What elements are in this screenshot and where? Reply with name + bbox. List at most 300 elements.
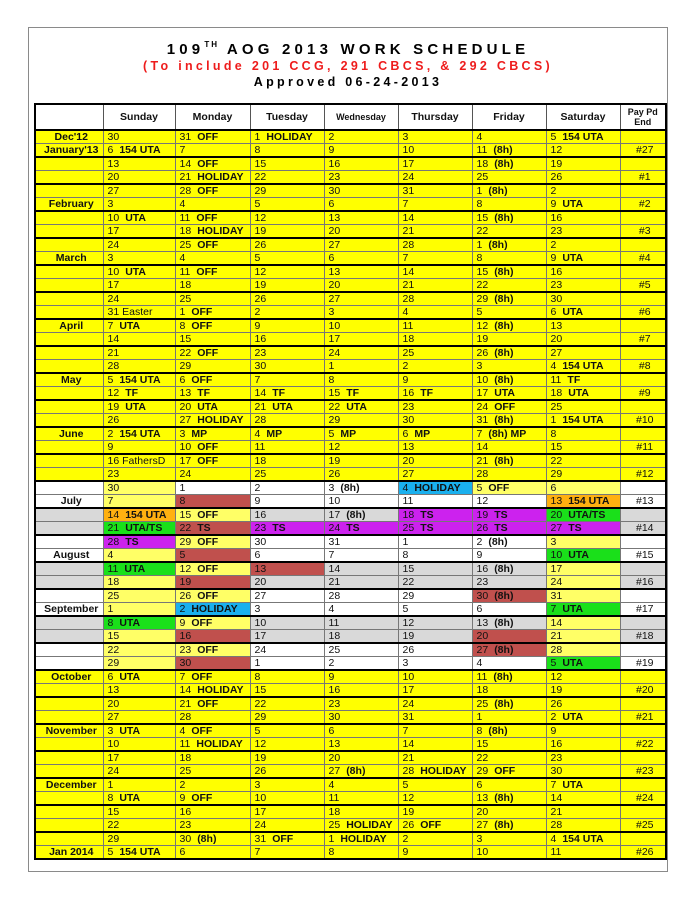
- day-number: 12: [107, 387, 120, 399]
- day-cell-sunday: [103, 414, 175, 428]
- day-cell-thursday: [398, 643, 472, 657]
- day-number: 24: [476, 401, 489, 413]
- day-cell-sunday: [103, 495, 175, 509]
- day-number: 29: [107, 657, 120, 669]
- day-cell-monday: [175, 765, 250, 779]
- day-number: 25: [328, 819, 341, 831]
- day-number: 5: [254, 252, 261, 264]
- day-cell-tuesday: [250, 684, 324, 698]
- day-cell-thursday: [398, 130, 472, 144]
- day-cell-monday: [175, 360, 250, 374]
- day-number: 13: [107, 158, 120, 170]
- month-label: [35, 589, 103, 603]
- day-cell-monday: [175, 589, 250, 603]
- day-cell-wednesday: [324, 238, 398, 252]
- day-cell-tuesday: [250, 333, 324, 347]
- day-cell-thursday: [398, 535, 472, 549]
- day-number: 27: [476, 819, 489, 831]
- day-annotation: OFF: [197, 644, 219, 656]
- day-number: 31: [402, 711, 415, 723]
- day-cell-wednesday: [324, 130, 398, 144]
- day-cell-sunday: [103, 481, 175, 495]
- day-annotation: (8h) MP: [488, 428, 527, 440]
- week-row: [35, 292, 666, 306]
- day-cell-tuesday: [250, 157, 324, 171]
- month-label: July: [35, 495, 103, 509]
- day-cell-friday: [472, 279, 546, 293]
- pay-period-cell: [620, 454, 666, 468]
- day-number: 7: [107, 320, 114, 332]
- day-number: 7: [476, 428, 483, 440]
- day-cell-saturday: [546, 427, 620, 441]
- day-cell-monday: [175, 778, 250, 792]
- day-cell-thursday: [398, 468, 472, 482]
- day-number: 6: [328, 198, 335, 210]
- month-label: [35, 441, 103, 455]
- day-number: 7: [254, 846, 261, 858]
- day-annotation: 154 UTA: [125, 509, 167, 521]
- day-annotation: TS: [420, 522, 434, 534]
- day-cell-thursday: [398, 171, 472, 185]
- day-cell-friday: [472, 441, 546, 455]
- day-number: 6: [328, 725, 335, 737]
- day-cell-tuesday: [250, 576, 324, 590]
- day-number: 19: [550, 158, 563, 170]
- day-annotation: (8h): [494, 644, 514, 656]
- day-annotation: (8h): [494, 347, 514, 359]
- day-cell-monday: [175, 670, 250, 684]
- day-annotation: 154 UTA: [119, 144, 161, 156]
- day-cell-friday: [472, 643, 546, 657]
- day-cell-saturday: [546, 670, 620, 684]
- day-number: 30: [402, 414, 415, 426]
- day-annotation: UTA: [272, 401, 293, 413]
- day-cell-thursday: [398, 441, 472, 455]
- month-label: December: [35, 778, 103, 792]
- day-cell-friday: [472, 198, 546, 212]
- day-annotation: (8h): [346, 765, 366, 777]
- day-cell-sunday: [103, 130, 175, 144]
- day-cell-thursday: [398, 225, 472, 239]
- week-row: [35, 724, 666, 738]
- day-annotation: HOLIDAY: [197, 414, 244, 426]
- week-row: [35, 454, 666, 468]
- day-cell-saturday: [546, 616, 620, 630]
- day-number: 22: [476, 752, 489, 764]
- day-cell-saturday: [546, 279, 620, 293]
- day-cell-wednesday: [324, 346, 398, 360]
- day-cell-saturday: [546, 535, 620, 549]
- day-cell-monday: [175, 508, 250, 522]
- day-cell-saturday: [546, 846, 620, 860]
- day-cell-thursday: [398, 724, 472, 738]
- week-row: [35, 495, 666, 509]
- month-label: [35, 400, 103, 414]
- day-cell-monday: [175, 738, 250, 752]
- day-annotation: TS: [197, 522, 211, 534]
- day-cell-monday: [175, 198, 250, 212]
- day-annotation: TS: [494, 522, 508, 534]
- day-cell-sunday: [103, 211, 175, 225]
- day-cell-monday: [175, 792, 250, 806]
- day-number: 13: [476, 617, 489, 629]
- pay-period-cell: [620, 373, 666, 387]
- day-cell-saturday: [546, 252, 620, 266]
- day-cell-tuesday: [250, 751, 324, 765]
- day-cell-wednesday: [324, 589, 398, 603]
- day-cell-saturday: [546, 495, 620, 509]
- day-number: 22: [476, 279, 489, 291]
- month-label: [35, 360, 103, 374]
- day-number: 11: [402, 495, 414, 507]
- day-number: 23: [550, 752, 563, 764]
- day-annotation: UTA: [562, 198, 584, 210]
- day-number: 17: [476, 387, 489, 399]
- day-annotation: (8h): [494, 374, 514, 386]
- day-cell-tuesday: [250, 670, 324, 684]
- day-cell-friday: [472, 670, 546, 684]
- month-label: [35, 306, 103, 320]
- day-cell-tuesday: [250, 805, 324, 819]
- day-cell-thursday: [398, 508, 472, 522]
- day-cell-wednesday: [324, 576, 398, 590]
- day-annotation: 154 UTA: [119, 374, 161, 386]
- day-cell-saturday: [546, 265, 620, 279]
- day-number: 31: [254, 833, 267, 845]
- day-cell-sunday: [103, 468, 175, 482]
- day-number: 9: [550, 725, 557, 737]
- day-cell-saturday: [546, 751, 620, 765]
- day-number: 12: [476, 320, 489, 332]
- day-cell-wednesday: [324, 846, 398, 860]
- day-number: 12: [402, 617, 415, 629]
- day-cell-thursday: [398, 630, 472, 644]
- day-cell-wednesday: [324, 184, 398, 198]
- day-number: 22: [402, 576, 415, 588]
- pay-period-cell: #7: [620, 333, 666, 347]
- day-annotation: OFF: [196, 212, 218, 224]
- day-number: 17: [328, 333, 341, 345]
- day-annotation: UTA: [119, 792, 141, 804]
- day-cell-friday: [472, 306, 546, 320]
- day-cell-sunday: [103, 589, 175, 603]
- pay-period-cell: [620, 535, 666, 549]
- month-label: [35, 211, 103, 225]
- day-number: 1: [107, 779, 114, 791]
- day-number: 22: [254, 171, 267, 183]
- day-cell-thursday: [398, 738, 472, 752]
- day-annotation: (8h): [494, 212, 514, 224]
- day-cell-tuesday: [250, 171, 324, 185]
- month-label: [35, 292, 103, 306]
- pay-period-cell: #15: [620, 549, 666, 563]
- day-annotation: 154 UTA: [562, 360, 604, 372]
- day-cell-sunday: [103, 238, 175, 252]
- day-annotation: UTA/TS: [568, 509, 606, 521]
- day-number: 21: [402, 752, 415, 764]
- day-number: 17: [550, 563, 563, 575]
- day-cell-wednesday: [324, 360, 398, 374]
- day-number: 22: [254, 698, 267, 710]
- pay-period-cell: #21: [620, 711, 666, 725]
- day-annotation: UTA: [125, 266, 146, 278]
- day-cell-sunday: [103, 171, 175, 185]
- day-annotation: HOLIDAY: [191, 603, 238, 615]
- day-number: 28: [402, 239, 415, 251]
- day-number: 9: [550, 198, 557, 210]
- day-number: 14: [402, 212, 415, 224]
- week-row: [35, 603, 666, 617]
- day-number: 2: [550, 239, 557, 251]
- day-cell-friday: [472, 792, 546, 806]
- day-cell-friday: [472, 481, 546, 495]
- day-number: 11: [179, 212, 191, 224]
- day-number: 19: [476, 333, 489, 345]
- day-annotation: TF: [272, 387, 286, 399]
- day-cell-thursday: [398, 454, 472, 468]
- month-label: February: [35, 198, 103, 212]
- day-cell-sunday: [103, 670, 175, 684]
- day-cell-friday: [472, 616, 546, 630]
- day-number: 30: [550, 765, 563, 777]
- month-label: [35, 157, 103, 171]
- day-number: 11: [254, 441, 266, 453]
- day-number: 6: [476, 603, 483, 615]
- day-number: 6: [328, 252, 335, 264]
- day-number: 6: [107, 144, 114, 156]
- day-annotation: OFF: [191, 725, 213, 737]
- day-number: 27: [550, 347, 563, 359]
- day-number: 29: [402, 590, 415, 602]
- day-number: 5: [328, 428, 335, 440]
- pay-period-cell: #24: [620, 792, 666, 806]
- day-annotation: OFF: [197, 698, 219, 710]
- day-number: 26: [476, 347, 489, 359]
- day-number: 8: [402, 549, 409, 561]
- day-number: 30: [179, 657, 192, 669]
- day-number: 16: [179, 806, 192, 818]
- month-label: April: [35, 319, 103, 333]
- day-cell-wednesday: [324, 535, 398, 549]
- day-cell-saturday: [546, 711, 620, 725]
- month-label: [35, 414, 103, 428]
- day-cell-wednesday: [324, 630, 398, 644]
- day-number: 6: [476, 779, 483, 791]
- day-cell-thursday: [398, 211, 472, 225]
- day-cell-saturday: [546, 792, 620, 806]
- day-number: 18: [179, 279, 192, 291]
- day-number: 30: [328, 185, 341, 197]
- day-cell-wednesday: [324, 778, 398, 792]
- day-cell-wednesday: [324, 670, 398, 684]
- day-annotation: HOLIDAY: [197, 684, 244, 696]
- month-label: [35, 684, 103, 698]
- day-number: 6: [179, 374, 186, 386]
- day-number: 21: [254, 401, 267, 413]
- day-cell-sunday: [103, 252, 175, 266]
- day-annotation: (8h): [494, 792, 514, 804]
- day-number: 17: [254, 806, 267, 818]
- day-number: 9: [254, 495, 261, 507]
- day-number: 20: [107, 698, 120, 710]
- day-number: 28: [476, 468, 489, 480]
- day-cell-sunday: [103, 441, 175, 455]
- column-header-sunday: Sunday: [103, 104, 175, 130]
- pay-period-cell: [620, 778, 666, 792]
- day-cell-sunday: [103, 184, 175, 198]
- day-number: 10: [107, 266, 120, 278]
- day-number: 23: [328, 171, 341, 183]
- day-number: 3: [107, 198, 114, 210]
- week-row: [35, 819, 666, 833]
- day-number: 21: [402, 225, 415, 237]
- day-number: 10: [328, 320, 341, 332]
- day-cell-monday: [175, 576, 250, 590]
- day-cell-sunday: [103, 616, 175, 630]
- day-number: 5: [179, 549, 186, 561]
- day-number: 8: [328, 846, 335, 858]
- day-cell-friday: [472, 697, 546, 711]
- pay-period-cell: #11: [620, 441, 666, 455]
- day-annotation: HOLIDAY: [420, 765, 467, 777]
- day-annotation: (8h): [494, 819, 514, 831]
- day-cell-thursday: [398, 751, 472, 765]
- day-number: 8: [550, 428, 557, 440]
- day-cell-wednesday: [324, 603, 398, 617]
- day-cell-monday: [175, 414, 250, 428]
- pay-period-cell: [620, 238, 666, 252]
- day-cell-sunday: [103, 427, 175, 441]
- day-cell-thursday: [398, 373, 472, 387]
- day-number: 3: [254, 603, 261, 615]
- day-cell-tuesday: [250, 657, 324, 671]
- day-cell-saturday: [546, 643, 620, 657]
- day-number: 8: [179, 320, 186, 332]
- day-number: 13: [550, 495, 563, 507]
- day-cell-tuesday: [250, 603, 324, 617]
- day-cell-wednesday: [324, 373, 398, 387]
- day-cell-sunday: [103, 630, 175, 644]
- day-cell-wednesday: [324, 738, 398, 752]
- day-annotation: TS: [272, 522, 286, 534]
- day-cell-friday: [472, 684, 546, 698]
- day-number: 5: [476, 306, 483, 318]
- day-number: 7: [402, 725, 409, 737]
- day-number: 28: [107, 360, 120, 372]
- day-cell-tuesday: [250, 387, 324, 401]
- day-cell-sunday: [103, 711, 175, 725]
- day-number: 30: [107, 131, 120, 143]
- pay-period-cell: #1: [620, 171, 666, 185]
- day-number: 21: [476, 455, 489, 467]
- pay-period-cell: #25: [620, 819, 666, 833]
- day-cell-friday: [472, 144, 546, 158]
- day-number: 23: [254, 347, 267, 359]
- day-cell-friday: [472, 549, 546, 563]
- day-cell-sunday: [103, 603, 175, 617]
- day-number: 8: [179, 495, 186, 507]
- day-annotation: (8h): [494, 158, 514, 170]
- month-label: [35, 792, 103, 806]
- week-row: [35, 657, 666, 671]
- day-number: 9: [476, 549, 483, 561]
- day-number: 14: [107, 333, 120, 345]
- day-annotation: TS: [568, 522, 582, 534]
- day-cell-monday: [175, 333, 250, 347]
- day-number: 11: [476, 144, 488, 156]
- pay-period-cell: #8: [620, 360, 666, 374]
- day-cell-saturday: [546, 319, 620, 333]
- day-number: 10: [550, 549, 563, 561]
- approval-date: Approved 06-24-2013: [253, 75, 443, 89]
- day-number: 20: [550, 333, 563, 345]
- day-cell-tuesday: [250, 130, 324, 144]
- pay-period-cell: [620, 319, 666, 333]
- day-cell-thursday: [398, 657, 472, 671]
- week-row: [35, 346, 666, 360]
- day-number: 19: [402, 806, 415, 818]
- day-annotation: TS: [346, 522, 360, 534]
- day-number: 20: [328, 752, 341, 764]
- day-number: 22: [107, 819, 120, 831]
- day-cell-saturday: [546, 292, 620, 306]
- pay-period-cell: [620, 832, 666, 846]
- day-number: 18: [179, 225, 192, 237]
- week-row: [35, 373, 666, 387]
- day-number: 23: [179, 819, 192, 831]
- day-annotation: HOLIDAY: [414, 482, 461, 494]
- day-number: 17: [107, 225, 120, 237]
- day-annotation: UTA: [494, 387, 515, 399]
- day-cell-monday: [175, 522, 250, 536]
- day-number: 7: [179, 671, 186, 683]
- day-cell-sunday: [103, 508, 175, 522]
- day-cell-tuesday: [250, 778, 324, 792]
- day-cell-friday: [472, 846, 546, 860]
- day-number: 19: [254, 752, 267, 764]
- day-number: 3: [402, 657, 409, 669]
- day-cell-friday: [472, 211, 546, 225]
- week-row: [35, 549, 666, 563]
- day-cell-sunday: [103, 778, 175, 792]
- day-cell-saturday: [546, 589, 620, 603]
- day-cell-wednesday: [324, 252, 398, 266]
- day-annotation: UTA: [562, 603, 584, 615]
- pay-period-cell: [620, 211, 666, 225]
- day-cell-thursday: [398, 522, 472, 536]
- day-cell-wednesday: [324, 211, 398, 225]
- day-cell-friday: [472, 819, 546, 833]
- day-cell-monday: [175, 684, 250, 698]
- day-annotation: OFF: [196, 266, 218, 278]
- pay-period-cell: [620, 697, 666, 711]
- day-cell-sunday: [103, 360, 175, 374]
- day-cell-saturday: [546, 373, 620, 387]
- day-cell-monday: [175, 238, 250, 252]
- day-annotation: UTA: [119, 617, 141, 629]
- day-number: 29: [179, 536, 192, 548]
- day-cell-sunday: [103, 346, 175, 360]
- week-row: [35, 522, 666, 536]
- day-cell-friday: [472, 387, 546, 401]
- day-number: 28: [179, 185, 192, 197]
- day-number: 12: [254, 738, 267, 750]
- day-number: 10: [179, 441, 192, 453]
- day-cell-tuesday: [250, 711, 324, 725]
- day-cell-sunday: [103, 144, 175, 158]
- day-number: 6: [179, 846, 186, 858]
- day-cell-saturday: [546, 468, 620, 482]
